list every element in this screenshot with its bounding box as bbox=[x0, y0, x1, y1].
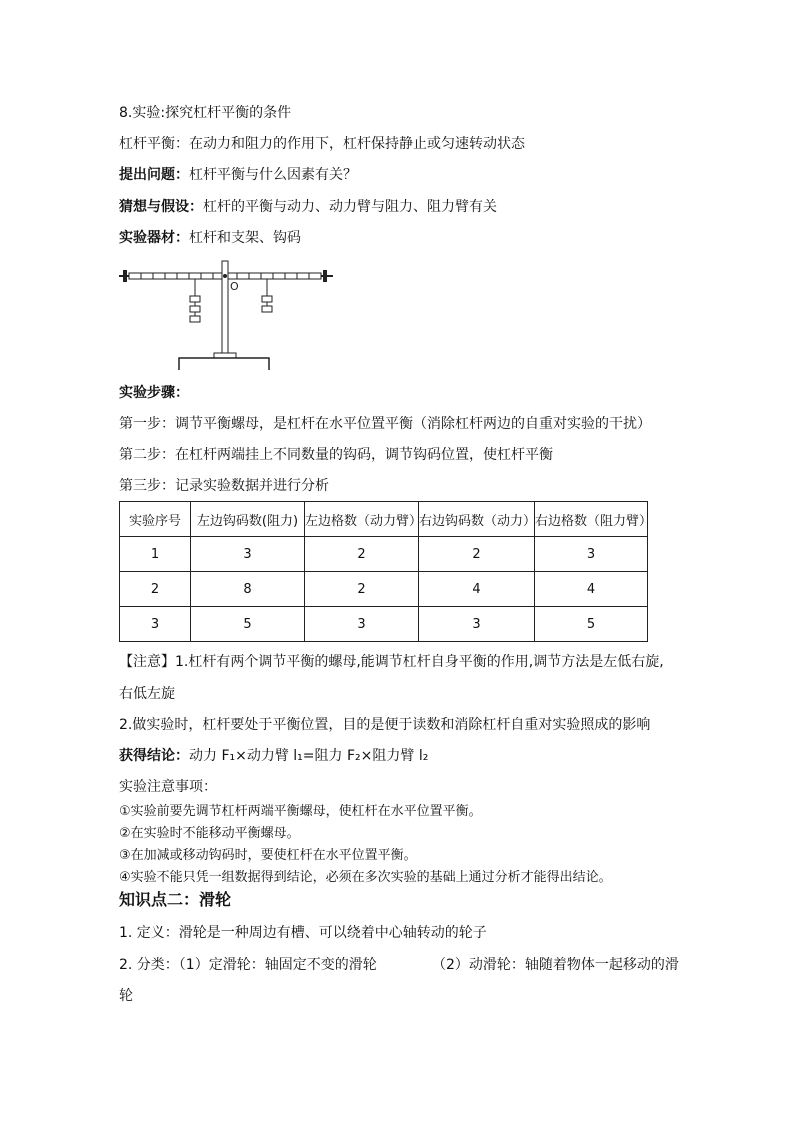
stand-base bbox=[179, 358, 269, 370]
note-1-continued: 右低左旋 bbox=[119, 686, 175, 702]
precaution-item: ③在加减或移动钩码时，要使杠杆在水平位置平衡。 bbox=[119, 848, 417, 863]
experiment-data-table bbox=[119, 501, 653, 642]
precaution-item: ①实验前要先调节杠杆两端平衡螺母，使杠杆在水平位置平衡。 bbox=[119, 804, 482, 819]
knowledge-point-heading: 知识点二：滑轮 bbox=[119, 890, 232, 909]
table-cell: 2 bbox=[305, 537, 419, 572]
pulley-classification-continued: 轮 bbox=[119, 988, 133, 1004]
table-cell: 8 bbox=[191, 572, 305, 607]
table-row bbox=[120, 607, 648, 642]
lever-balance-definition: 杠杆平衡：在动力和阻力的作用下，杠杆保持静止或匀速转动状态 bbox=[119, 136, 525, 152]
hypothesis-text: 杠杆的平衡与动力、动力臂与阻力、阻力臂有关 bbox=[203, 199, 497, 215]
precautions-title: 实验注意事项： bbox=[119, 779, 217, 795]
table-header-row bbox=[120, 502, 648, 537]
table-cell: 2 bbox=[419, 537, 535, 572]
hypothesis-line bbox=[119, 198, 497, 216]
table-row bbox=[120, 572, 648, 607]
step-3: 第三步：记录实验数据并进行分析 bbox=[119, 478, 329, 494]
table-header-cell: 右边钩码数（动力） bbox=[419, 502, 535, 537]
precaution-item: ②在实验时不能移动平衡螺母。 bbox=[119, 826, 300, 841]
pulley-classification-movable: （2）动滑轮：轴随着物体一起移动的滑 bbox=[432, 957, 679, 973]
conclusion-label: 获得结论： bbox=[119, 748, 189, 764]
table-header-cell: 实验序号 bbox=[120, 502, 191, 537]
lever-apparatus-figure bbox=[119, 258, 333, 370]
table-header-cell: 左边钩码数(阻力) bbox=[191, 502, 305, 537]
pulley-definition: 1. 定义：滑轮是一种周边有槽、可以绕着中心轴转动的轮子 bbox=[119, 925, 487, 941]
note-2: 2.做实验时，杠杆要处于平衡位置，目的是便于读数和消除杠杆自重对实验照成的影响 bbox=[119, 717, 651, 733]
table-cell: 5 bbox=[535, 607, 648, 642]
table-cell: 3 bbox=[191, 537, 305, 572]
table-cell: 3 bbox=[305, 607, 419, 642]
equipment-line bbox=[119, 229, 301, 247]
table-cell: 3 bbox=[120, 607, 191, 642]
table-cell: 4 bbox=[419, 572, 535, 607]
question-text: 杠杆平衡与什么因素有关？ bbox=[189, 167, 357, 183]
question-label: 提出问题： bbox=[119, 167, 189, 183]
hypothesis-label: 猜想与假设： bbox=[119, 199, 203, 215]
equipment-text: 杠杆和支架、钩码 bbox=[189, 230, 301, 246]
table-cell: 2 bbox=[120, 572, 191, 607]
table-header-cell: 右边格数（阻力臂） bbox=[535, 502, 648, 537]
table-cell: 4 bbox=[535, 572, 648, 607]
pivot-label-o: O bbox=[230, 280, 239, 293]
steps-label: 实验步骤： bbox=[119, 385, 189, 401]
note-1: 【注意】1.杠杆有两个调节平衡的螺母,能调节杠杆自身平衡的作用,调节方法是左低右旋, bbox=[119, 654, 664, 670]
step-2: 第二步：在杠杆两端挂上不同数量的钩码，调节钩码位置，使杠杆平衡 bbox=[119, 447, 553, 463]
pivot-point bbox=[223, 274, 227, 278]
precaution-item: ④实验不能只凭一组数据得到结论，必须在多次实验的基础上通过分析才能得出结论。 bbox=[119, 870, 612, 885]
conclusion-line bbox=[119, 747, 428, 765]
table-header-cell: 左边格数（动力臂） bbox=[305, 502, 419, 537]
step-1: 第一步：调节平衡螺母，是杠杆在水平位置平衡（消除杠杆两边的自重对实验的干扰） bbox=[119, 416, 651, 432]
right-hook-weights bbox=[262, 296, 272, 312]
table-cell: 2 bbox=[305, 572, 419, 607]
table-row bbox=[120, 537, 648, 572]
equipment-label: 实验器材： bbox=[119, 230, 189, 246]
question-line bbox=[119, 166, 357, 184]
left-hook-weights bbox=[190, 296, 200, 322]
table-cell: 1 bbox=[120, 537, 191, 572]
table-cell: 5 bbox=[191, 607, 305, 642]
table-cell: 3 bbox=[535, 537, 648, 572]
section-title: 8.实验:探究杠杆平衡的条件 bbox=[119, 105, 292, 121]
conclusion-formula: 动力 F₁×动力臂 l₁=阻力 F₂×阻力臂 l₂ bbox=[189, 748, 429, 764]
table-cell: 3 bbox=[419, 607, 535, 642]
pulley-classification: 2. 分类：（1）定滑轮：轴固定不变的滑轮 bbox=[119, 957, 377, 973]
